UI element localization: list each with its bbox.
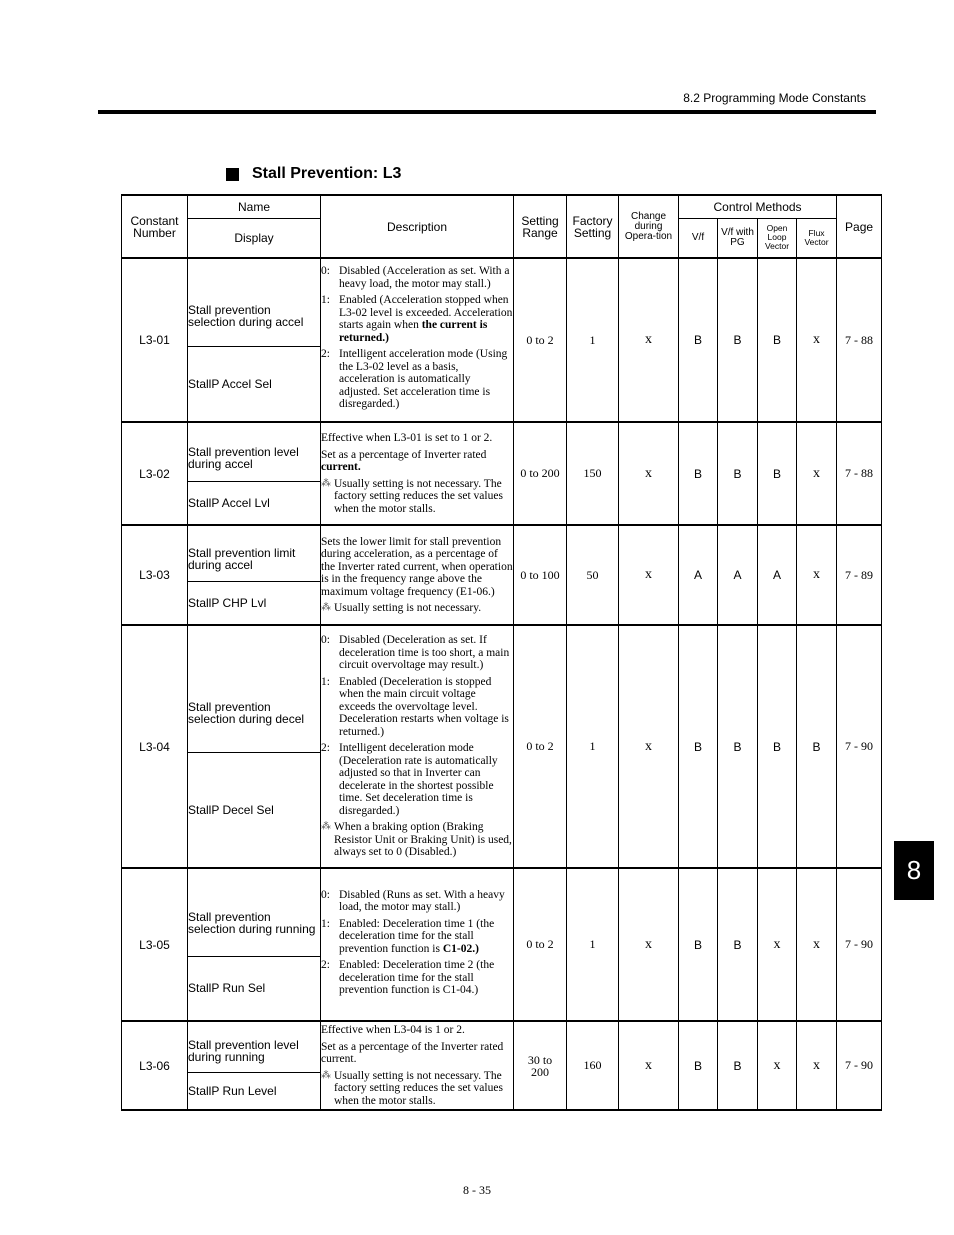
- constant-name: Stall prevention selection during running: [188, 868, 321, 956]
- setting-range: 0 to 100: [514, 525, 567, 625]
- header-constant-number: Constant Number: [122, 195, 188, 258]
- method-open-loop-vector: x: [758, 1021, 797, 1110]
- table-row: [122, 258, 882, 346]
- constant-display: StallP Accel Lvl: [188, 481, 321, 525]
- method-vf-pg: A: [718, 525, 758, 625]
- constant-name: Stall prevention selection during accel: [188, 258, 321, 346]
- method-vf: B: [679, 258, 718, 422]
- page-ref: 7 - 88: [837, 422, 882, 525]
- change-during-operation: x: [619, 625, 679, 868]
- constant-display: StallP CHP Lvl: [188, 581, 321, 625]
- setting-range: 0 to 2: [514, 868, 567, 1021]
- factory-setting: 1: [567, 868, 619, 1021]
- constant-display: StallP Accel Sel: [188, 346, 321, 422]
- method-open-loop-vector: B: [758, 422, 797, 525]
- method-flux-vector: x: [797, 525, 837, 625]
- change-during-operation: x: [619, 422, 679, 525]
- change-during-operation: x: [619, 1021, 679, 1110]
- header-open-loop-vector: Open Loop Vector: [758, 218, 797, 258]
- constant-display: StallP Run Level: [188, 1072, 321, 1110]
- method-vf-pg: B: [718, 258, 758, 422]
- section-title-text: Stall Prevention: L3: [252, 165, 402, 182]
- header-setting-range: Setting Range: [514, 195, 567, 258]
- change-during-operation: x: [619, 525, 679, 625]
- constant-number: L3-02: [122, 422, 188, 525]
- method-vf: A: [679, 525, 718, 625]
- table-row: [122, 1021, 882, 1072]
- page-ref: 7 - 90: [837, 868, 882, 1021]
- setting-range: 0 to 200: [514, 422, 567, 525]
- factory-setting: 160: [567, 1021, 619, 1110]
- method-vf-pg: B: [718, 1021, 758, 1110]
- constant-name: Stall prevention level during accel: [188, 422, 321, 481]
- square-bullet-icon: [226, 168, 239, 181]
- constant-number: L3-01: [122, 258, 188, 422]
- constant-description: Effective when L3-01 is set to 1 or 2. Set as a percentage of Inverter rated current. ⁂ Usually setting is not necessary. The factory setting reduces the set values when the motor stalls.: [321, 422, 514, 525]
- method-vf: B: [679, 868, 718, 1021]
- constant-name: Stall prevention limit during accel: [188, 525, 321, 581]
- constant-display: StallP Run Sel: [188, 956, 321, 1021]
- method-open-loop-vector: B: [758, 625, 797, 868]
- header-factory-setting: Factory Setting: [567, 195, 619, 258]
- header-vf-with-pg: V/f with PG: [718, 218, 758, 258]
- page-number: 8 - 35: [463, 1183, 491, 1197]
- method-open-loop-vector: x: [758, 868, 797, 1021]
- asterism-icon: ⁂: [321, 1069, 330, 1081]
- table-row: [122, 625, 882, 752]
- method-flux-vector: x: [797, 258, 837, 422]
- constant-description: 0: Disabled (Deceleration as set. If deceleration time is too short, a main circuit overvoltage may result.) 1: Enabled (Deceleration is stopped when the main circuit voltage exceeds the overvoltage level. Deceleration restarts when voltage is returned.) 2: Intelligent deceleration mode (Deceleration rate is automatically adjusted so that in Inverter can decelerate in the shortest possible time. Set deceleration time is disregarded.) ⁂ When a braking option (Braking Resistor Unit or Braking Unit) is used, always set to 0 (Disabled.): [321, 625, 514, 868]
- constant-description: Effective when L3-04 is 1 or 2. Set as a percentage of the Inverter rated current. ⁂ Usually setting is not necessary. The factory setting reduces the set values when the motor stalls.: [321, 1021, 514, 1110]
- constant-description: 0: Disabled (Acceleration as set. With a heavy load, the motor may stall.) 1: Enabled (Acceleration stopped when L3-02 level is exceeded. Acceleration starts again when the current is returned.) 2: Intelligent acceleration mode (Using the L3-02 level as a basis, acceleration is automatically adjusted. Set acceleration time is disregarded.): [321, 258, 514, 422]
- method-flux-vector: x: [797, 1021, 837, 1110]
- constant-number: L3-03: [122, 525, 188, 625]
- constant-display: StallP Decel Sel: [188, 752, 321, 868]
- method-flux-vector: x: [797, 868, 837, 1021]
- header-flux-vector: Flux Vector: [797, 218, 837, 258]
- page-ref: 7 - 90: [837, 1021, 882, 1110]
- method-vf-pg: B: [718, 422, 758, 525]
- page-ref: 7 - 89: [837, 525, 882, 625]
- header-page: Page: [837, 195, 882, 258]
- constant-number: L3-05: [122, 868, 188, 1021]
- method-vf: B: [679, 422, 718, 525]
- factory-setting: 150: [567, 422, 619, 525]
- method-open-loop-vector: B: [758, 258, 797, 422]
- constant-description: 0: Disabled (Runs as set. With a heavy load, the motor may stall.) 1: Enabled: Deceleration time 1 (the deceleration time for the stall prevention function is C1-02.) 2: Enabled: Deceleration time 2 (the deceleration time for the stall prevention function is C1-04.): [321, 868, 514, 1021]
- section-title: [226, 165, 401, 183]
- constants-table: [121, 194, 882, 1111]
- method-vf-pg: B: [718, 625, 758, 868]
- setting-range: 30 to 200: [514, 1021, 567, 1110]
- header-change-during-operation: Change during Opera-tion: [619, 195, 679, 258]
- method-open-loop-vector: A: [758, 525, 797, 625]
- constant-number: L3-06: [122, 1021, 188, 1110]
- change-during-operation: x: [619, 868, 679, 1021]
- running-header: 8.2 Programming Mode Constants: [683, 91, 866, 105]
- table-row: [122, 422, 882, 481]
- constant-number: L3-04: [122, 625, 188, 868]
- header-description: Description: [321, 195, 514, 258]
- method-flux-vector: x: [797, 422, 837, 525]
- constant-name: Stall prevention selection during decel: [188, 625, 321, 752]
- chapter-tab: 8: [894, 841, 934, 900]
- constant-name: Stall prevention level during running: [188, 1021, 321, 1072]
- header-rule: [98, 110, 876, 114]
- table-row: [122, 868, 882, 956]
- setting-range: 0 to 2: [514, 258, 567, 422]
- factory-setting: 1: [567, 625, 619, 868]
- factory-setting: 1: [567, 258, 619, 422]
- method-vf-pg: B: [718, 868, 758, 1021]
- setting-range: 0 to 2: [514, 625, 567, 868]
- constant-description: Sets the lower limit for stall prevention during acceleration, as a percentage of the Inverter rated current, when operation is in the frequency range above the maximum voltage frequency (E1-06.) ⁂ Usually setting is not necessary.: [321, 525, 514, 625]
- page-ref: 7 - 88: [837, 258, 882, 422]
- page-ref: 7 - 90: [837, 625, 882, 868]
- header-control-methods: Control Methods: [679, 195, 837, 218]
- asterism-icon: ⁂: [321, 477, 330, 489]
- method-vf: B: [679, 625, 718, 868]
- header-display: Display: [188, 218, 321, 258]
- asterism-icon: ⁂: [321, 821, 330, 833]
- method-flux-vector: B: [797, 625, 837, 868]
- header-vf: V/f: [679, 218, 718, 258]
- method-vf: B: [679, 1021, 718, 1110]
- asterism-icon: ⁂: [321, 602, 330, 613]
- change-during-operation: x: [619, 258, 679, 422]
- factory-setting: 50: [567, 525, 619, 625]
- table-row: [122, 525, 882, 581]
- header-name: Name: [188, 195, 321, 218]
